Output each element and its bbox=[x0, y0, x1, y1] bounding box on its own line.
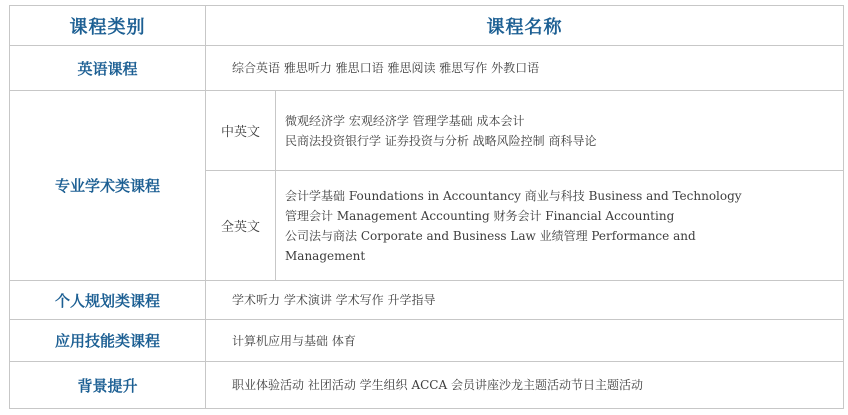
category-english: 英语课程 bbox=[10, 46, 206, 91]
content-planning: 学术听力 学术演讲 学术写作 升学指导 bbox=[206, 281, 844, 320]
table-row-skills bbox=[10, 320, 844, 362]
header-course-name: 课程名称 bbox=[206, 6, 844, 46]
category-planning: 个人规划类课程 bbox=[10, 281, 206, 320]
table-row-english bbox=[10, 46, 844, 91]
content-line: 民商法投资银行学 证券投资与分析 战略风险控制 商科导论 bbox=[285, 133, 597, 148]
category-professional: 专业学术类课程 bbox=[10, 91, 206, 281]
category-skills: 应用技能类课程 bbox=[10, 320, 206, 362]
header-category: 课程类别 bbox=[10, 6, 206, 46]
content-english: 综合英语 雅思听力 雅思口语 雅思阅读 雅思写作 外教口语 bbox=[206, 46, 844, 91]
content-line: 会计学基础 Foundations in Accountancy 商业与科技 Business and Technology bbox=[285, 188, 742, 203]
content-professional-chinese bbox=[276, 91, 844, 171]
sub-label-english: 全英文 bbox=[206, 171, 276, 281]
table-row-background bbox=[10, 362, 844, 409]
content-professional-english bbox=[276, 171, 844, 281]
table-header-row bbox=[10, 6, 844, 46]
content-skills: 计算机应用与基础 体育 bbox=[206, 320, 844, 362]
content-line: 公司法与商法 Corporate and Business Law 业绩管理 Performance and bbox=[285, 228, 696, 243]
content-line: 微观经济学 宏观经济学 管理学基础 成本会计 bbox=[285, 113, 525, 128]
content-line: 管理会计 Management Accounting 财务会计 Financial Accounting bbox=[285, 208, 675, 223]
course-table bbox=[9, 5, 844, 409]
content-background: 职业体验活动 社团活动 学生组织 ACCA 会员讲座沙龙主题活动节日主题活动 bbox=[206, 362, 844, 409]
sub-label-chinese: 中英文 bbox=[206, 91, 276, 171]
table-row-planning bbox=[10, 281, 844, 320]
content-line: Management bbox=[285, 248, 366, 263]
table-row-professional-chinese bbox=[10, 91, 844, 171]
category-background: 背景提升 bbox=[10, 362, 206, 409]
